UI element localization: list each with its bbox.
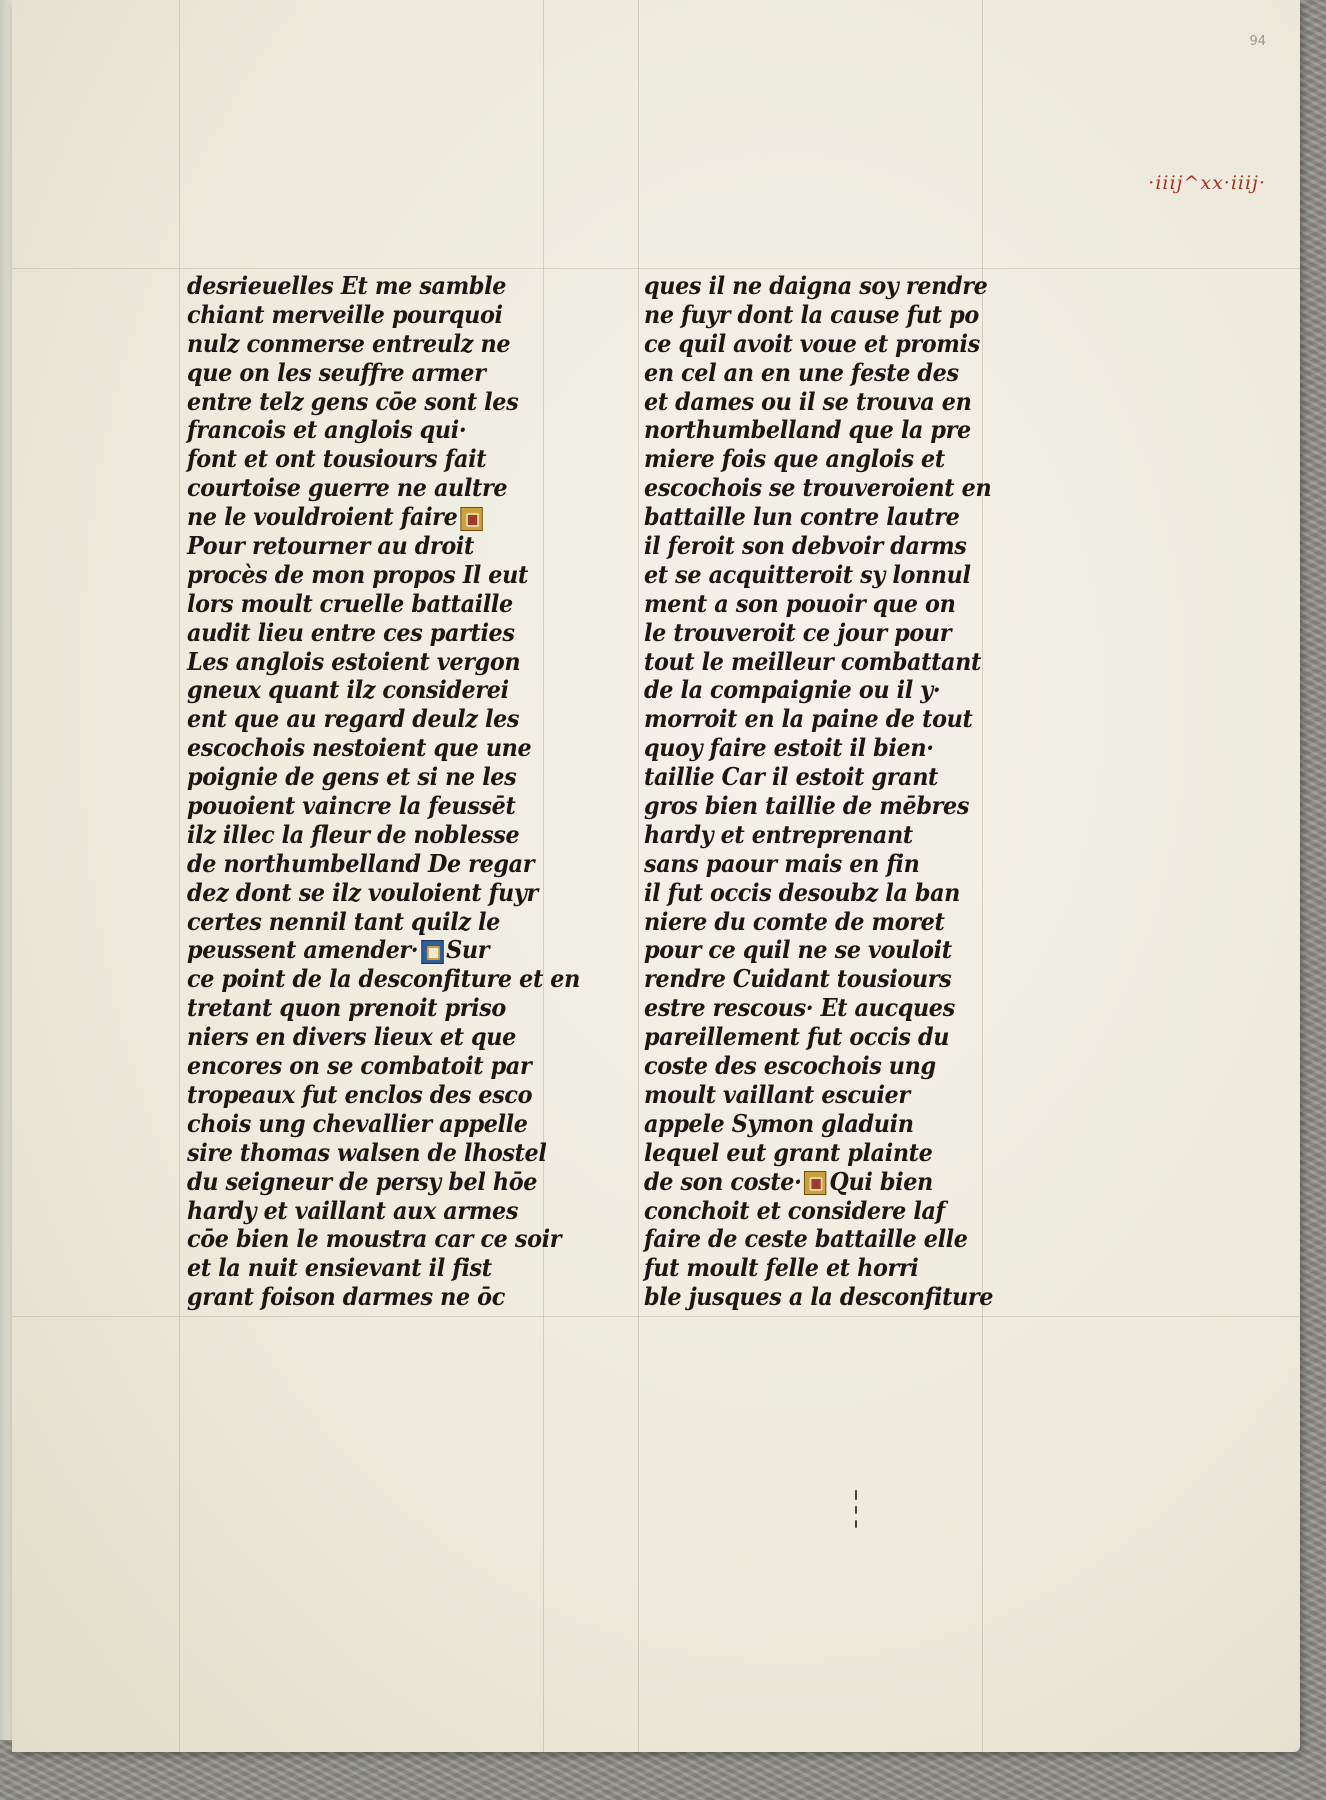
text-line: cōe bien le moustra car ce soir xyxy=(187,1224,562,1254)
text-line: sans paour mais en fin xyxy=(644,848,920,878)
blue-illuminated-initial-icon xyxy=(421,940,443,964)
left-text-column xyxy=(187,271,580,1312)
binding-stitch xyxy=(855,1506,857,1514)
text-line: escochois nestoient que une xyxy=(187,733,532,763)
text-line: et la nuit ensievant il fist xyxy=(187,1253,492,1283)
text-line: ques il ne daigna soy rendre xyxy=(644,271,988,300)
ruling-line xyxy=(12,268,1300,269)
text-line: tout le meilleur combattant xyxy=(644,646,981,676)
text-line: niers en divers lieux et que xyxy=(187,1022,516,1052)
text-line-content: ne le vouldroient faire xyxy=(187,502,458,532)
text-line: audit lieu entre ces parties xyxy=(187,617,515,647)
text-line: chois ung chevallier appelle xyxy=(187,1108,528,1138)
text-line: sire thomas walsen de lhostel xyxy=(187,1137,547,1167)
text-line xyxy=(187,503,540,532)
text-line: entre telz gens cōe sont les xyxy=(187,386,519,416)
text-line: pareillement fut occis du xyxy=(644,1022,950,1052)
text-line: nulz conmerse entreulz ne xyxy=(187,328,511,358)
text-line: battaille lun contre lautre xyxy=(644,502,960,532)
binding-stitch xyxy=(855,1520,857,1528)
text-line: quoy faire estoit il bien· xyxy=(644,733,934,763)
ruling-line xyxy=(179,0,180,1752)
text-line: ment a son pouoir que on xyxy=(644,588,956,618)
right-text-column xyxy=(644,272,1024,1312)
gold-illuminated-initial-icon xyxy=(460,507,482,531)
text-line: lors moult cruelle battaille xyxy=(187,588,513,618)
text-line: procès de mon propos Il eut xyxy=(187,559,528,589)
text-line: le trouveroit ce jour pour xyxy=(644,617,952,647)
text-line: il feroit son debvoir darms xyxy=(644,531,967,561)
text-line: encores on se combatoit par xyxy=(187,1051,532,1081)
text-line: fut moult felle et horri xyxy=(644,1253,919,1283)
text-line: et dames ou il se trouva en xyxy=(644,386,972,416)
text-line: estre rescous· Et aucques xyxy=(644,993,955,1023)
text-line: ble jusques a la desconfiture xyxy=(644,1282,994,1312)
ruling-line xyxy=(12,1316,1300,1317)
text-line: grant foison darmes ne ōc xyxy=(187,1282,505,1312)
text-line-content: de son coste· xyxy=(644,1166,802,1196)
text-line: coste des escochois ung xyxy=(644,1051,936,1081)
text-line: escochois se trouveroient en xyxy=(644,473,992,503)
text-line: moult vaillant escuier xyxy=(644,1079,910,1109)
text-line: hardy et entreprenant xyxy=(644,819,913,849)
binding-stitch xyxy=(855,1490,857,1500)
initial-word: Qui bien xyxy=(829,1166,933,1196)
text-line: certes nennil tant quilz le xyxy=(187,906,500,936)
text-line-content: peussent amender· xyxy=(187,935,419,965)
text-line xyxy=(644,1168,997,1197)
gold-illuminated-initial-icon xyxy=(804,1171,826,1195)
text-line: poignie de gens et si ne les xyxy=(187,762,517,792)
text-line: Pour retourner au droit xyxy=(187,531,474,561)
text-line: gneux quant ilz considerei xyxy=(187,675,509,705)
initial-word: Sur xyxy=(446,935,490,965)
text-line: morroit en la paine de tout xyxy=(644,704,973,734)
text-line: pouoient vaincre la feussēt xyxy=(187,791,516,821)
text-line: et se acquitteroit sy lonnul xyxy=(644,559,971,589)
text-line: que on les seuffre armer xyxy=(187,357,486,387)
text-line: lequel eut grant plainte xyxy=(644,1137,933,1167)
folio-number: 94 xyxy=(1249,34,1266,49)
text-line: ne fuyr dont la cause fut po xyxy=(644,299,979,329)
text-line: rendre Cuidant tousiours xyxy=(644,964,952,994)
text-line: appele Symon gladuin xyxy=(644,1108,914,1138)
text-line: gros bien taillie de mēbres xyxy=(644,791,970,821)
text-line: francois et anglois qui· xyxy=(187,415,467,445)
text-line xyxy=(187,936,540,965)
text-line: de la compaignie ou il y· xyxy=(644,675,941,705)
text-line: tropeaux fut enclos des esco xyxy=(187,1079,533,1109)
text-line: ilz illec la fleur de noblesse xyxy=(187,819,520,849)
text-line: ent que au regard deulz les xyxy=(187,704,520,734)
text-line: faire de ceste battaille elle xyxy=(644,1224,968,1254)
text-line: ce quil avoit voue et promis xyxy=(644,328,980,358)
text-line: tretant quon prenoit priso xyxy=(187,993,506,1023)
text-line: conchoit et considere laf xyxy=(644,1195,945,1225)
text-line: niere du comte de moret xyxy=(644,906,945,936)
text-line: font et ont tousiours fait xyxy=(187,444,487,474)
text-line: dez dont se ilz vouloient fuyr xyxy=(187,877,538,907)
text-line: northumbelland que la pre xyxy=(644,415,971,445)
text-line: hardy et vaillant aux armes xyxy=(187,1195,519,1225)
text-line: ce point de la desconfiture et en xyxy=(187,964,580,994)
roman-numeral-marginal: ·iiij^xx·iiij· xyxy=(1148,172,1266,194)
text-line: chiant merveille pourquoi xyxy=(187,299,503,329)
text-line: en cel an en une feste des xyxy=(644,357,959,387)
ruling-line xyxy=(638,0,639,1752)
text-line: du seigneur de persy bel hōe xyxy=(187,1166,538,1196)
text-line: taillie Car il estoit grant xyxy=(644,762,938,792)
text-line: pour ce quil ne se vouloit xyxy=(644,935,952,965)
text-line: courtoise guerre ne aultre xyxy=(187,473,508,503)
text-line: miere fois que anglois et xyxy=(644,444,945,474)
manuscript-page xyxy=(12,0,1300,1752)
text-line: Les anglois estoient vergon xyxy=(187,646,521,676)
text-line: desrieuelles Et me samble xyxy=(187,271,507,300)
text-line: il fut occis desoubz la ban xyxy=(644,877,961,907)
text-line: de northumbelland De regar xyxy=(187,848,535,878)
